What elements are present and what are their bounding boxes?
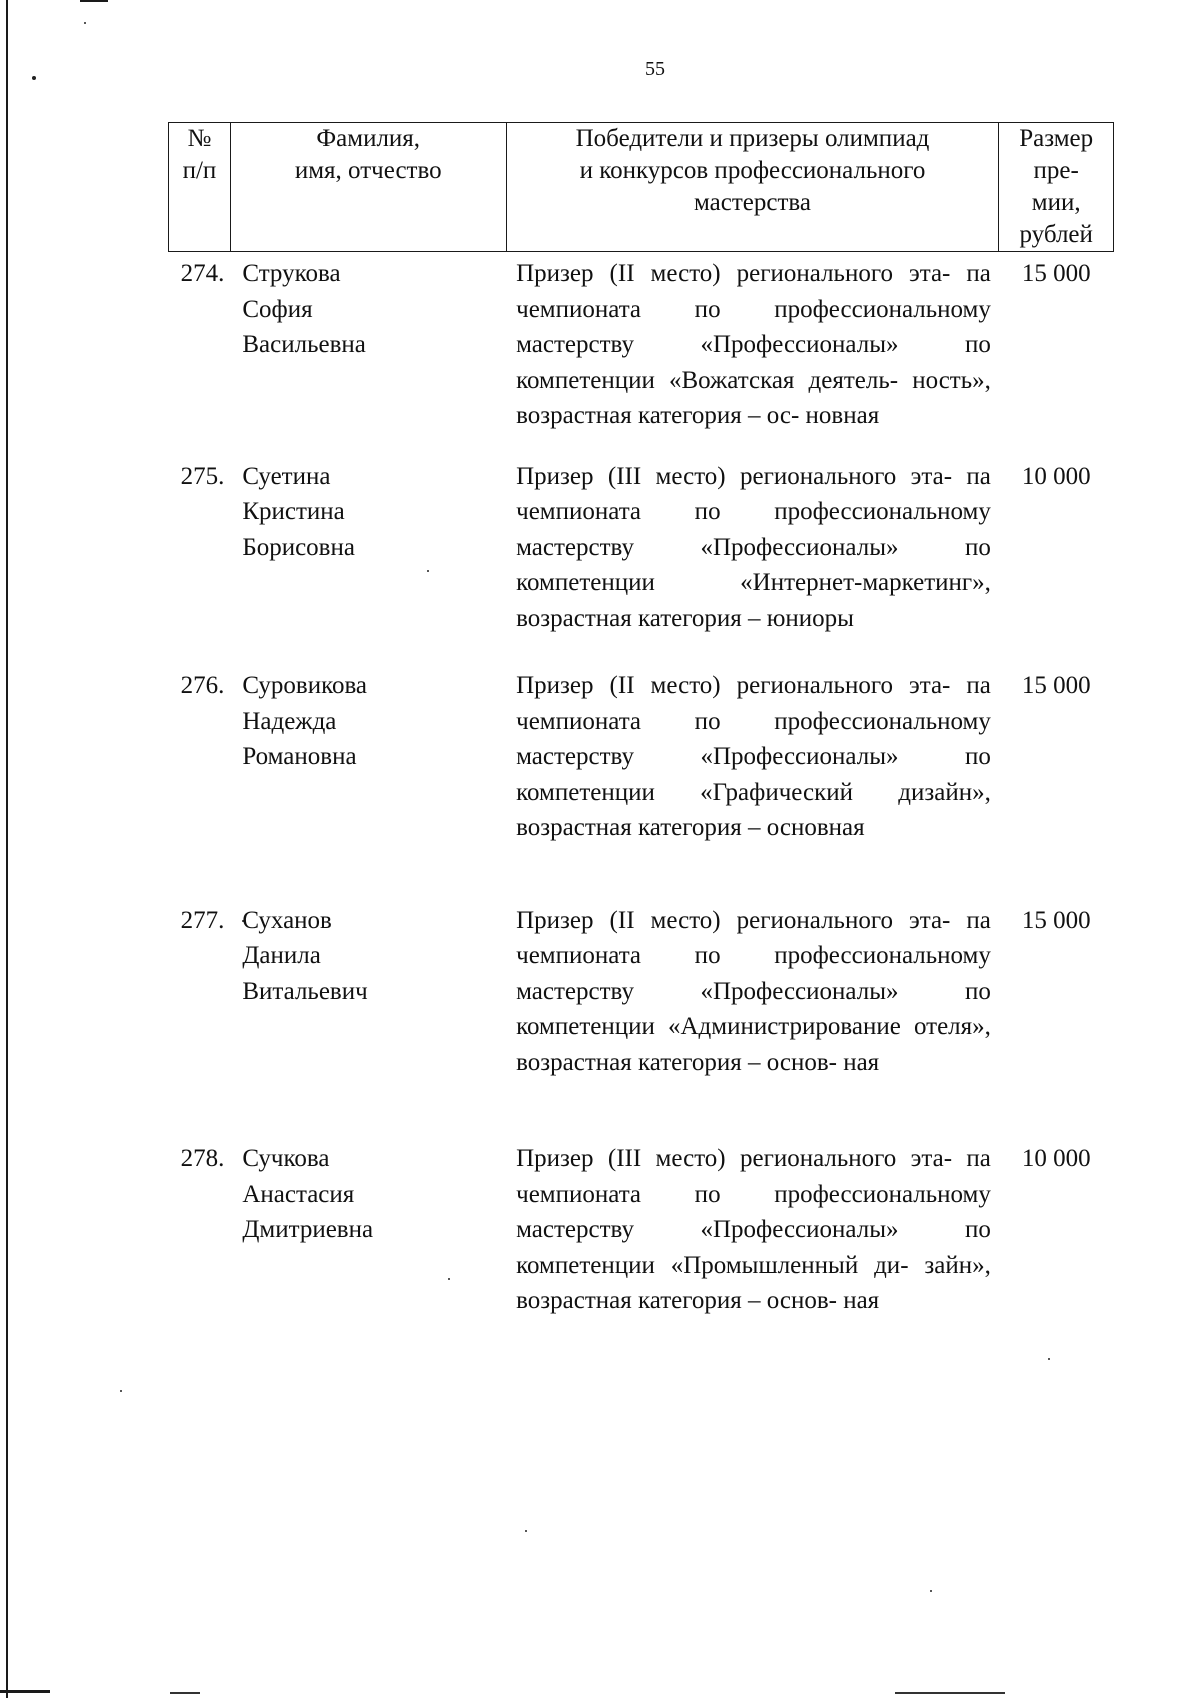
award-description: Призер (II место) регионального эта- па чемпионата по профессиональному мастерству «Профессионалы» по компетенции «Графический дизайн», возрастная категория – основная [516, 672, 991, 841]
scan-speck [930, 1590, 932, 1592]
person-name: Сучкова Анастасия Дмитриевна [242, 1145, 374, 1243]
award-description: Призер (III место) регионального эта- па чемпионата по профессиональному мастерству «Профессионалы» по компетенции «Промышленный ди- зайн», возрастная категория – основ- ная [516, 1145, 991, 1314]
award-description: Призер (II место) регионального эта- па чемпионата по профессиональному мастерству «Профессионалы» по компетенции «Вожатская деятель- ность», возрастная категория – ос- новная [516, 260, 991, 429]
scan-edge-line [6, 0, 8, 1698]
table-row [169, 1141, 1114, 1319]
row-number: 277. [180, 906, 225, 934]
page-number: 55 [645, 58, 665, 80]
person-name: Суетина Кристина Борисовна [242, 462, 355, 561]
table-row [169, 252, 1114, 459]
scan-edge-mark [0, 1690, 50, 1693]
scan-edge-mark [80, 0, 108, 2]
table-header [169, 123, 1114, 252]
award-description: Призер (II место) регионального эта- па чемпионата по профессиональному мастерству «Профессионалы» по компетенции «Администрирование отеля», возрастная категория – основ- ная [516, 906, 991, 1076]
prize-amount: 15 000 [1021, 906, 1091, 934]
table-row [169, 459, 1114, 669]
person-name: Струкова София Васильевна [242, 260, 366, 358]
award-description: Призер (III место) регионального эта- па чемпионата по профессиональному мастерству «Профессионалы» по компетенции «Интернет-маркетинг», возрастная категория – юниоры [516, 462, 991, 632]
scan-speck [120, 1390, 122, 1392]
header-amount: Размер пре- мии, рублей [999, 123, 1114, 252]
prize-amount: 15 000 [1021, 672, 1091, 699]
scan-speck [525, 1530, 527, 1532]
prize-amount: 10 000 [1021, 1145, 1091, 1172]
header-num: № п/п [169, 123, 231, 252]
row-number: 274. [180, 260, 225, 287]
person-name: Суханов Данила Витальевич [242, 906, 368, 1005]
table-row [169, 668, 1114, 903]
prize-amount: 10 000 [1021, 462, 1091, 490]
header-description: Победители и призеры олимпиад и конкурсов профессионального мастерства [506, 123, 999, 252]
person-name: Суровикова Надежда Романовна [242, 672, 368, 770]
header-name: Фамилия, имя, отчество [230, 123, 506, 252]
row-number: 276. [180, 672, 225, 699]
scan-speck [1048, 1358, 1050, 1360]
scan-edge-mark [895, 1692, 1005, 1694]
prize-amount: 15 000 [1021, 260, 1091, 287]
row-number: 278. [180, 1145, 225, 1172]
scan-speck [84, 22, 86, 24]
scan-edge-mark [170, 1692, 200, 1694]
table-row [169, 903, 1114, 1142]
row-number: 275. [180, 462, 225, 490]
awards-table [168, 122, 1114, 1319]
